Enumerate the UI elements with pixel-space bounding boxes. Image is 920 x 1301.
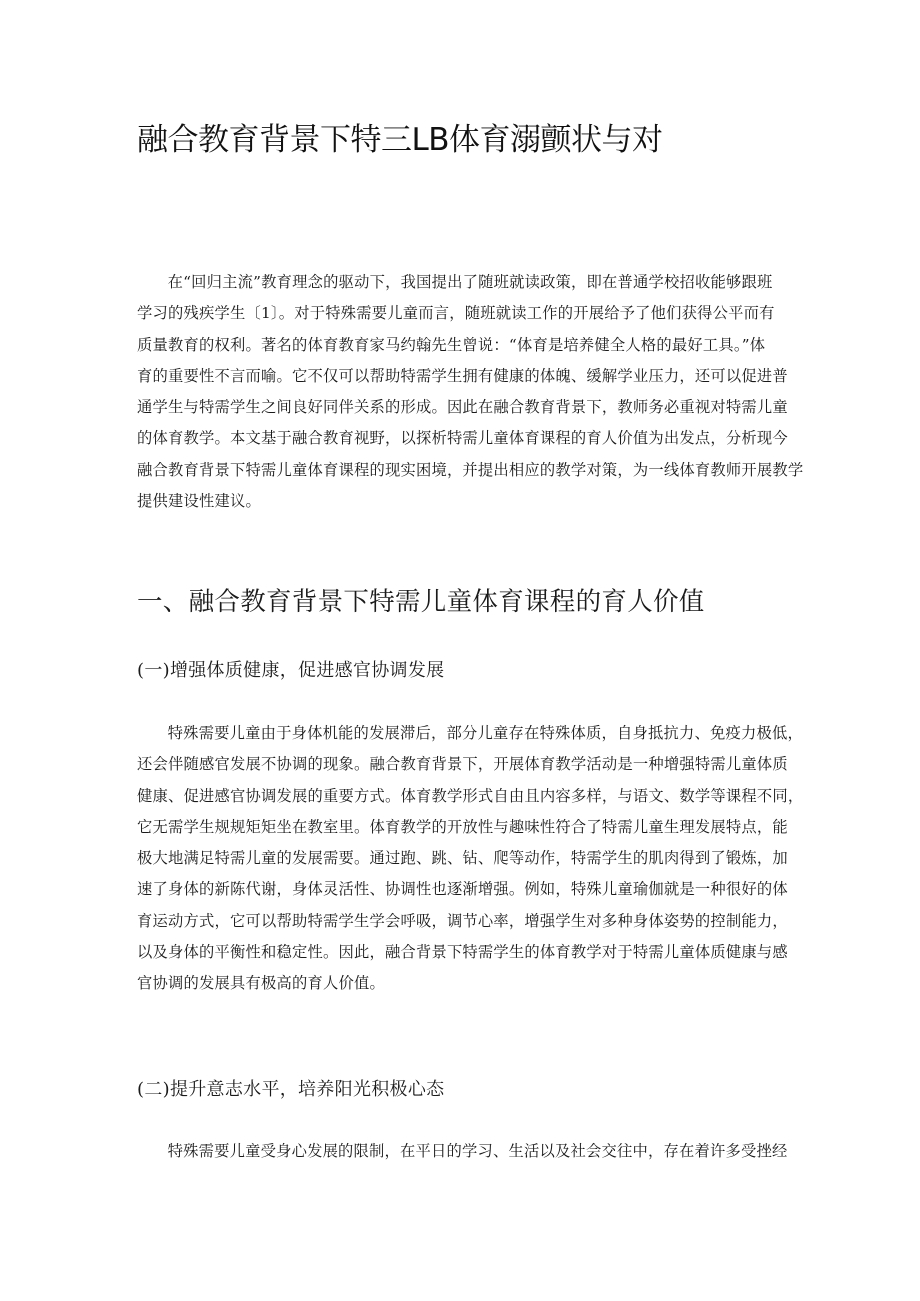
body-line: 特殊需要儿童由于身体机能的发展滞后，部分儿童存在特殊体质，自身抵抗力、免疫力极低， (167, 724, 803, 742)
section-heading: 一、融合教育背景下特需儿童体育课程的育人价值 (137, 587, 705, 617)
intro-paragraph (137, 267, 804, 517)
subsection-paragraph (137, 718, 804, 1000)
intro-line: 在“回归主流”教育理念的驱动下，我国提出了随班就读政策，即在普通学校招收能够跟班 (167, 273, 773, 291)
body-line: 它无需学生规规矩矩坐在教室里。体育教学的开放性与趣味性符合了特需儿童生理发展特点，能 (137, 817, 788, 836)
body-line: 极大地满足特需儿童的发展需要。通过跑、跳、钻、爬等动作，特需学生的肌肉得到了锻炼，加 (137, 849, 788, 868)
intro-line: 的体育教学。本文基于融合教育视野，以探析特需儿童体育课程的育人价值为出发点，分析现今 (137, 429, 788, 448)
body-line: 还会伴随感官发展不协调的现象。融合教育背景下，开展体育教学活动是一种增强特需儿童体质 (137, 755, 788, 774)
subsection-heading: (一)增强体质健康，促进感官协调发展 (137, 660, 445, 681)
intro-line: 通学生与特需学生之间良好同伴关系的形成。因此在融合教育背景下，教师务必重视对特需儿童 (137, 398, 788, 417)
document-title: 融合教育背景下特三LB体育溺颤状与对 (137, 122, 663, 158)
intro-line: 学习的残疾学生〔1〕。对于特殊需要儿童而言，随班就读工作的开展给予了他们获得公平而有 (137, 304, 775, 323)
intro-line: 育的重要性不言而喻。它不仅可以帮助特需学生拥有健康的体魄、缓解学业压力，还可以促进普 (137, 366, 788, 385)
body-line: 以及身体的平衡性和稳定性。因此，融合背景下特需学生的体育教学对于特需儿童体质健康与感 (137, 943, 788, 962)
intro-line: 融合教育背景下特需儿童体育课程的现实困境，并提出相应的教学对策，为一线体育教师开展教学 (137, 460, 804, 479)
body-line: 官协调的发展具有极高的育人价值。 (137, 974, 385, 993)
subsection-paragraph (137, 1136, 793, 1167)
intro-line: 提供建设性建议。 (137, 492, 261, 511)
body-line: 速了身体的新陈代谢，身体灵活性、协调性也逐渐增强。例如，特殊儿童瑜伽就是一种很好的体 (137, 880, 788, 899)
subsection-heading: (二)提升意志水平，培养阳光积极心态 (137, 1079, 445, 1100)
intro-line: 质量教育的权利。著名的体育教育家马约翰先生曾说：“体育是培养健全人格的最好工具。”体 (137, 335, 766, 354)
body-line: 特殊需要儿童受身心发展的限制，在平日的学习、生活以及社会交往中，存在着许多受挫经 (167, 1142, 788, 1160)
body-line: 育运动方式，它可以帮助特需学生学会呼吸，调节心率，增强学生对多种身体姿势的控制能力， (137, 911, 788, 930)
body-line: 健康、促进感官协调发展的重要方式。体育教学形式自由且内容多样，与语文、数学等课程不同， (137, 786, 804, 805)
